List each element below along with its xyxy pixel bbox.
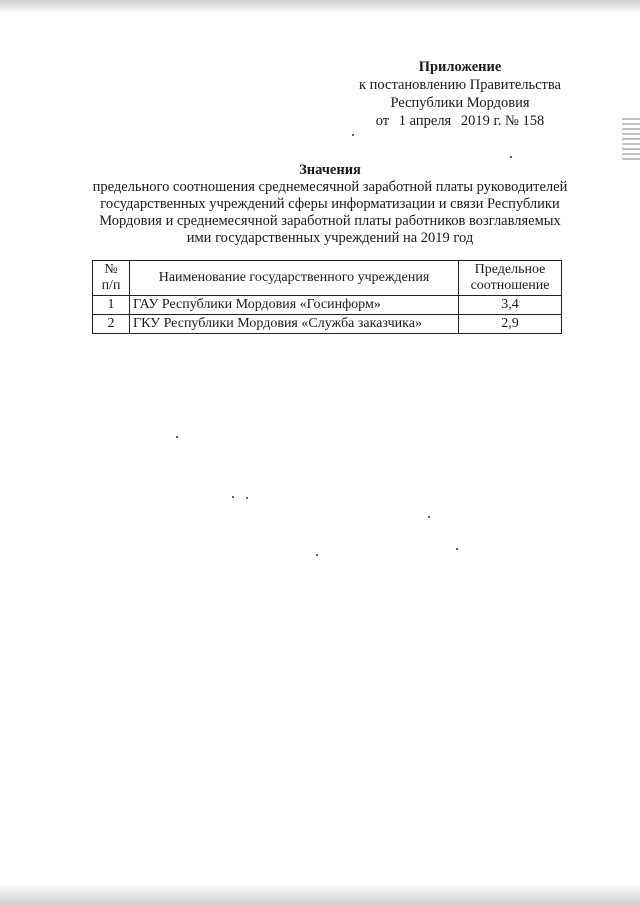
- scan-speck: [428, 516, 430, 518]
- scan-speck: [232, 496, 234, 498]
- decree-line: [340, 112, 580, 130]
- row-institution-name: ГАУ Республики Мордовия «Госинформ»: [130, 296, 459, 315]
- header-number: [93, 261, 130, 296]
- document-title-block: [80, 162, 580, 247]
- ratio-table-wrapper: [92, 260, 562, 334]
- appendix-line-1: к постановлению Правительства: [359, 77, 561, 93]
- header-number-line-1: №: [104, 262, 118, 277]
- scan-artifact-right: [622, 118, 640, 163]
- header-ratio: [459, 261, 562, 296]
- document-subtitle-line-3: Мордовия и среднемесячной заработной платы работников возглавляемых: [99, 213, 561, 229]
- decree-date: 1 апреля: [398, 113, 452, 129]
- header-ratio-line-2: соотношение: [470, 278, 550, 293]
- header-number-line-2: п/п: [101, 278, 121, 293]
- decree-number: 158: [522, 113, 545, 129]
- scan-speck: [316, 554, 318, 556]
- header-ratio-line-1: Предельное: [474, 262, 546, 277]
- scan-artifact-top: [0, 0, 640, 14]
- appendix-line-2: Республики Мордовия: [390, 95, 530, 111]
- scan-artifact-bottom: [0, 883, 640, 905]
- decree-prefix: от: [375, 113, 390, 129]
- scan-speck: [510, 156, 512, 158]
- row-number: 1: [93, 296, 130, 315]
- table-row: [93, 296, 562, 315]
- table-row: [93, 315, 562, 334]
- document-subtitle-line-4: ими государственных учреждений на 2019 год: [186, 230, 474, 246]
- decree-year: 2019 г. №: [460, 113, 519, 129]
- appendix-title: Приложение: [418, 59, 502, 75]
- row-ratio: 2,9: [459, 315, 562, 334]
- document-subtitle-line-1: предельного соотношения среднемесячной заработной платы руководителей: [92, 179, 568, 195]
- table-header-row: [93, 261, 562, 296]
- header-institution-name: Наименование государственного учреждения: [130, 261, 459, 296]
- row-ratio: 3,4: [459, 296, 562, 315]
- ratio-table: [92, 260, 562, 334]
- scan-speck: [176, 436, 178, 438]
- scan-speck: [456, 548, 458, 550]
- scan-speck: [246, 497, 248, 499]
- row-institution-name: ГКУ Республики Мордовия «Служба заказчика»: [130, 315, 459, 334]
- document-title: Значения: [299, 162, 361, 178]
- row-number: 2: [93, 315, 130, 334]
- appendix-header: [340, 58, 580, 130]
- document-subtitle-line-2: государственных учреждений сферы информатизации и связи Республики: [100, 196, 560, 212]
- scan-speck: [352, 134, 354, 136]
